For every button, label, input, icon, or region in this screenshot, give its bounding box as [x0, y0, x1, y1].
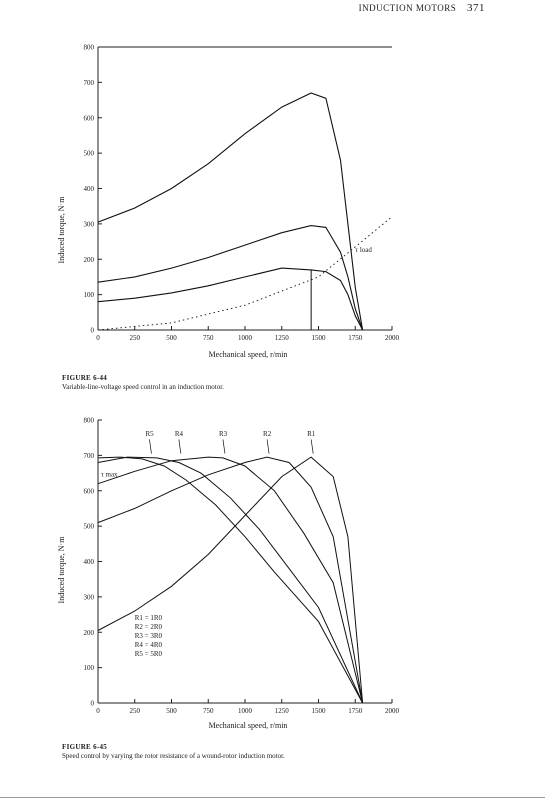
series-line-1 [98, 93, 363, 330]
y-tick-label: 600 [83, 487, 94, 496]
y-axis-label: Induced torque, N·m [57, 196, 66, 264]
tau-max-label: τ max [100, 470, 118, 479]
page-bottom-rule [0, 797, 545, 798]
annotation-label: τ load [355, 246, 372, 255]
x-tick-label: 750 [203, 334, 214, 342]
x-tick-label: 0 [96, 334, 100, 342]
axes [84, 417, 400, 716]
caption-text: Speed control by varying the rotor resistance of a wound-rotor induction motor. [62, 752, 285, 760]
caption-label: FIGURE 6-44 [62, 374, 108, 382]
legend-entry: R1 = 1R0 [134, 613, 163, 622]
y-tick-label: 100 [83, 291, 94, 300]
x-tick-label: 250 [129, 334, 140, 342]
y-tick-label: 700 [83, 78, 94, 87]
x-tick-label: 500 [166, 707, 177, 715]
curve-label-leader [149, 439, 151, 453]
x-tick-label: 1000 [238, 707, 252, 715]
curve-label-leader [267, 439, 269, 453]
page-number: 371 [467, 2, 485, 14]
x-tick-label: 750 [203, 707, 214, 715]
x-tick-label: 1250 [274, 707, 289, 715]
curve-label-R5: R5 [145, 429, 154, 438]
plot-area [98, 93, 392, 330]
y-tick-label: 200 [83, 628, 94, 637]
x-tick-label: 2000 [385, 334, 399, 342]
curve-label-R3: R3 [218, 429, 228, 438]
running-header [359, 2, 485, 14]
legend-entry: R2 = 2R0 [134, 622, 163, 631]
y-tick-label: 400 [83, 558, 94, 566]
legend-entry: R5 = 5R0 [134, 649, 163, 658]
figure-6-45-caption [62, 743, 285, 761]
load-curve-line [98, 217, 392, 330]
curve-label-leader [311, 439, 313, 453]
caption-text: Variable-line-voltage speed control in an induction motor. [62, 383, 224, 391]
y-tick-label: 400 [83, 185, 94, 193]
x-axis-label: Mechanical speed, r/min [208, 721, 288, 730]
x-tick-label: 500 [166, 334, 177, 342]
curve-label-leader [179, 439, 181, 453]
x-tick-label: 2000 [385, 707, 399, 715]
y-tick-label: 0 [90, 326, 94, 335]
y-tick-label: 800 [83, 43, 94, 52]
y-tick-label: 300 [83, 220, 94, 229]
y-tick-label: 800 [83, 416, 94, 425]
curve-label-R4: R4 [174, 429, 184, 438]
x-tick-label: 1250 [274, 334, 289, 342]
x-tick-label: 0 [96, 707, 100, 715]
series-line-R2 [98, 457, 363, 703]
legend-entry: R4 = 4R0 [134, 640, 163, 649]
figure-6-44-caption [62, 374, 224, 392]
y-axis-label: Induced torque, N·m [57, 536, 66, 604]
series-line-R3 [98, 457, 363, 703]
x-axis-label: Mechanical speed, r/min [208, 350, 288, 359]
x-tick-label: 250 [129, 707, 140, 715]
y-tick-label: 100 [83, 664, 94, 673]
curve-label-leader [223, 439, 225, 453]
x-tick-label: 1500 [311, 334, 326, 342]
plot-area [98, 430, 363, 703]
x-tick-label: 1000 [238, 334, 252, 342]
y-tick-label: 500 [83, 522, 94, 531]
y-tick-label: 500 [83, 149, 94, 158]
y-tick-label: 300 [83, 593, 94, 602]
curve-label-R1: R1 [307, 429, 316, 438]
x-tick-label: 1750 [348, 707, 363, 715]
y-tick-label: 0 [90, 699, 94, 708]
y-tick-label: 600 [83, 114, 94, 123]
y-tick-label: 700 [83, 451, 94, 460]
series-line-2 [98, 226, 363, 330]
series-line-R4 [98, 457, 363, 703]
series-line-R1 [98, 457, 363, 703]
x-tick-label: 1500 [311, 707, 326, 715]
figure-6-45-chart [0, 410, 545, 740]
running-head-text: INDUCTION MOTORS [358, 3, 457, 13]
x-tick-label: 1750 [348, 334, 363, 342]
series-line-3 [98, 268, 363, 330]
legend-entry: R3 = 3R0 [134, 631, 163, 640]
caption-label: FIGURE 6-45 [62, 743, 108, 751]
series-line-R5 [98, 457, 363, 703]
figure-6-44-chart [0, 35, 545, 365]
y-tick-label: 200 [83, 255, 94, 264]
curve-label-R2: R2 [263, 429, 272, 438]
